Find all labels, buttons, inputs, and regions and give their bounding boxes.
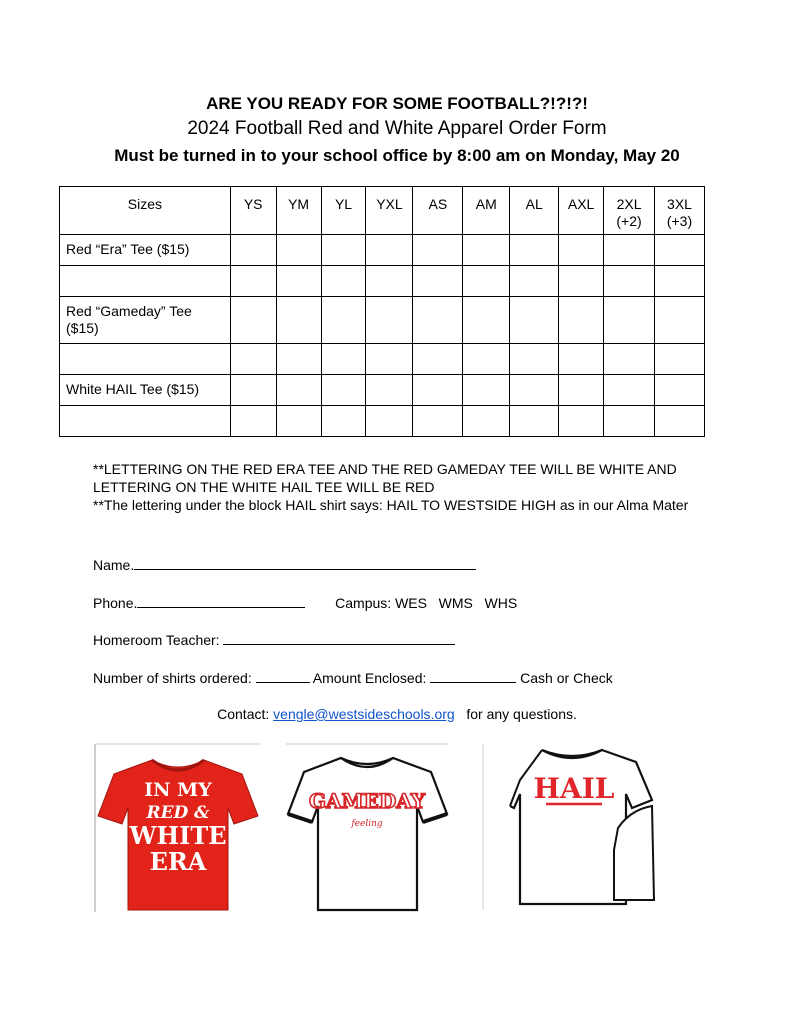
contact-line bbox=[0, 706, 794, 722]
qty-cell[interactable] bbox=[321, 406, 366, 437]
qty-cell[interactable] bbox=[463, 406, 510, 437]
era-shirt-text: WHITE bbox=[129, 821, 227, 850]
gameday-shirt-text: GAMEDAY bbox=[308, 789, 426, 813]
red-era-tee-image bbox=[94, 740, 262, 914]
qty-cell[interactable] bbox=[559, 266, 604, 297]
homeroom-label: Homeroom Teacher: bbox=[93, 632, 220, 648]
qty-cell[interactable] bbox=[655, 406, 705, 437]
qty-cell[interactable] bbox=[321, 266, 366, 297]
qty-cell[interactable] bbox=[413, 266, 463, 297]
qty-cell[interactable] bbox=[655, 344, 705, 375]
qty-cell[interactable] bbox=[655, 375, 705, 406]
note-lettering-colors: **LETTERING ON THE RED ERA TEE AND THE RED GAMEDAY TEE WILL BE WHITE AND LETTERING ON THE WHITE HAIL TEE WILL BE RED bbox=[93, 461, 677, 495]
gameday-shirt-subtext: feeling bbox=[351, 819, 383, 829]
qty-cell[interactable] bbox=[413, 375, 463, 406]
qty-cell[interactable] bbox=[413, 297, 463, 344]
qty-cell[interactable] bbox=[321, 344, 366, 375]
qty-cell[interactable] bbox=[413, 406, 463, 437]
qty-cell[interactable] bbox=[604, 344, 655, 375]
qty-cell[interactable] bbox=[413, 344, 463, 375]
qty-cell[interactable] bbox=[366, 406, 413, 437]
qty-cell[interactable] bbox=[604, 406, 655, 437]
headline: ARE YOU READY FOR SOME FOOTBALL?!?!?! bbox=[206, 94, 588, 113]
contact-prefix: Contact: bbox=[217, 706, 270, 722]
qty-cell[interactable] bbox=[463, 375, 510, 406]
size-header: YXL bbox=[366, 187, 413, 235]
item-label bbox=[60, 406, 231, 437]
size-header: 3XL (+3) bbox=[655, 187, 705, 235]
amount-line[interactable] bbox=[430, 669, 516, 683]
qty-cell[interactable] bbox=[230, 406, 276, 437]
size-header: AXL bbox=[559, 187, 604, 235]
qty-cell[interactable] bbox=[559, 297, 604, 344]
form-title: 2024 Football Red and White Apparel Order Form bbox=[187, 118, 607, 139]
table-row bbox=[60, 235, 705, 266]
item-label: White HAIL Tee ($15) bbox=[60, 375, 231, 406]
qty-cell[interactable] bbox=[559, 375, 604, 406]
table-row bbox=[60, 344, 705, 375]
qty-cell[interactable] bbox=[276, 375, 321, 406]
qty-cell[interactable] bbox=[655, 266, 705, 297]
qty-cell[interactable] bbox=[510, 344, 559, 375]
qty-cell[interactable] bbox=[559, 344, 604, 375]
phone-line[interactable] bbox=[137, 594, 305, 608]
phone-label: Phone. bbox=[93, 595, 138, 611]
table-row bbox=[60, 297, 705, 344]
qty-cell[interactable] bbox=[463, 344, 510, 375]
amount-label: Amount Enclosed: bbox=[312, 670, 427, 686]
contact-email-link[interactable]: vengle@westsideschools.org bbox=[273, 706, 455, 722]
qty-cell[interactable] bbox=[230, 375, 276, 406]
qty-cell[interactable] bbox=[230, 344, 276, 375]
qty-cell[interactable] bbox=[230, 297, 276, 344]
qty-cell[interactable] bbox=[321, 235, 366, 266]
campus-label: Campus: WES WMS WHS bbox=[335, 595, 518, 611]
qty-cell[interactable] bbox=[510, 235, 559, 266]
note-hail-lettering: **The lettering under the block HAIL shirt says: HAIL TO WESTSIDE HIGH as in our Alma Mater bbox=[93, 497, 689, 513]
hail-shirt-text: HAIL bbox=[533, 772, 615, 805]
item-label: Red “Gameday” Tee ($15) bbox=[60, 297, 231, 344]
qty-cell[interactable] bbox=[321, 297, 366, 344]
qty-cell[interactable] bbox=[655, 235, 705, 266]
qty-cell[interactable] bbox=[655, 297, 705, 344]
shirts-count-label: Number of shirts ordered: bbox=[93, 670, 252, 686]
size-header: AM bbox=[463, 187, 510, 235]
item-label: Red “Era” Tee ($15) bbox=[60, 235, 231, 266]
qty-cell[interactable] bbox=[366, 375, 413, 406]
shirts-count-line[interactable] bbox=[256, 669, 310, 683]
name-label: Name. bbox=[93, 557, 135, 573]
size-header: YL bbox=[321, 187, 366, 235]
qty-cell[interactable] bbox=[604, 266, 655, 297]
homeroom-field[interactable] bbox=[93, 631, 455, 648]
qty-cell[interactable] bbox=[276, 297, 321, 344]
order-table bbox=[59, 186, 705, 437]
qty-cell[interactable] bbox=[276, 406, 321, 437]
size-header: YM bbox=[276, 187, 321, 235]
qty-cell[interactable] bbox=[276, 235, 321, 266]
qty-cell[interactable] bbox=[510, 266, 559, 297]
qty-cell[interactable] bbox=[366, 297, 413, 344]
homeroom-line[interactable] bbox=[223, 631, 455, 645]
qty-cell[interactable] bbox=[230, 235, 276, 266]
payment-label: Cash or Check bbox=[520, 670, 613, 686]
size-header: YS bbox=[230, 187, 276, 235]
table-row bbox=[60, 375, 705, 406]
size-header: 2XL (+2) bbox=[604, 187, 655, 235]
qty-cell[interactable] bbox=[604, 235, 655, 266]
qty-cell[interactable] bbox=[510, 406, 559, 437]
lettering-notes bbox=[93, 460, 713, 514]
qty-cell[interactable] bbox=[559, 406, 604, 437]
name-line[interactable] bbox=[134, 556, 476, 570]
qty-cell[interactable] bbox=[463, 297, 510, 344]
qty-cell[interactable] bbox=[463, 235, 510, 266]
gameday-tee-image bbox=[285, 740, 450, 914]
qty-cell[interactable] bbox=[413, 235, 463, 266]
deadline-notice: Must be turned in to your school office by 8:00 am on Monday, May 20 bbox=[114, 146, 680, 165]
qty-cell[interactable] bbox=[604, 297, 655, 344]
size-header: AL bbox=[510, 187, 559, 235]
qty-cell[interactable] bbox=[510, 375, 559, 406]
hail-tee-image bbox=[480, 740, 655, 914]
name-field[interactable] bbox=[93, 556, 476, 573]
table-header-row bbox=[60, 187, 705, 235]
era-shirt-text: IN MY bbox=[144, 779, 212, 801]
white-shirt-body bbox=[288, 758, 447, 910]
qty-cell[interactable] bbox=[510, 297, 559, 344]
sizes-header: Sizes bbox=[60, 187, 231, 235]
qty-cell[interactable] bbox=[463, 266, 510, 297]
qty-cell[interactable] bbox=[559, 235, 604, 266]
table-row bbox=[60, 266, 705, 297]
qty-cell[interactable] bbox=[366, 235, 413, 266]
qty-cell[interactable] bbox=[230, 266, 276, 297]
table-row bbox=[60, 406, 705, 437]
qty-cell[interactable] bbox=[276, 344, 321, 375]
order-summary-field bbox=[93, 669, 613, 686]
qty-cell[interactable] bbox=[604, 375, 655, 406]
era-shirt-text: RED & bbox=[146, 803, 210, 823]
item-label bbox=[60, 344, 231, 375]
size-header: AS bbox=[413, 187, 463, 235]
qty-cell[interactable] bbox=[276, 266, 321, 297]
contact-suffix: for any questions. bbox=[466, 706, 577, 722]
item-label bbox=[60, 266, 231, 297]
era-shirt-text: ERA bbox=[149, 847, 207, 876]
phone-field[interactable] bbox=[93, 594, 517, 611]
qty-cell[interactable] bbox=[366, 266, 413, 297]
qty-cell[interactable] bbox=[366, 344, 413, 375]
qty-cell[interactable] bbox=[321, 375, 366, 406]
